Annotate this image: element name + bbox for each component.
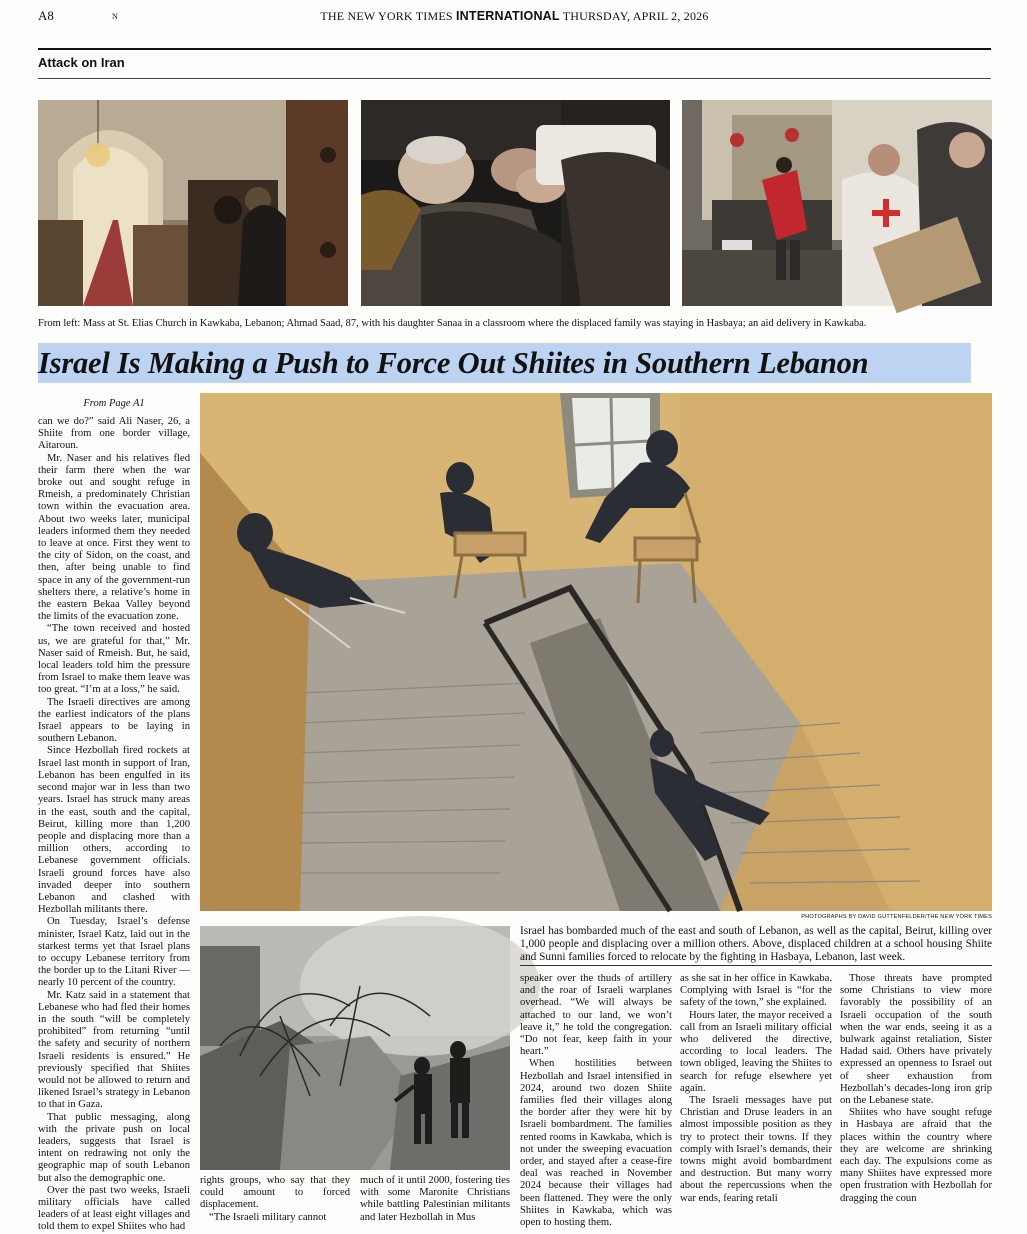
- article-column-2: [200, 1175, 350, 1223]
- paragraph: can we do?” said Ali Naser, 26, a Shiite from one border village, Aitaroun.: [38, 416, 190, 452]
- hospital-photo: [361, 100, 670, 306]
- church-photo: [38, 100, 348, 306]
- top-rule: [38, 48, 991, 50]
- edition-mark: N: [112, 12, 118, 21]
- from-page-label: From Page A1: [83, 398, 145, 409]
- paragraph: On Tuesday, Israel’s defense minister, Israel Katz, laid out in the starkest terms yet that Israel plans to occupy Lebanese territory from the border up to the Litani River — nearly 10 percent of the country.: [38, 916, 190, 989]
- aid-delivery-photo-art: [682, 100, 992, 306]
- paragraph: The Israeli messages have put Christian and Druse leaders in an almost impossible position as they try to protect their towns. If they comply with Israel’s demands, their towns might avoid bombardment and destruction. But many worry about the repercussions when the war ends, fearing retali: [680, 1095, 832, 1204]
- hospital-photo-art: [361, 100, 670, 306]
- paragraph: Since Hezbollah fired rockets at Israel last month in support of Iran, Lebanon has been engulfed in its second major war in less than two years. Israel has struck many areas in the east, south and the capital, Beirut, killing more than 1,200 people and displacing more than a million others, according to Lebanese government officials. Israeli ground forces have also invaded deeper into southern Lebanon and clashed with Hezbollah militants there.: [38, 745, 190, 916]
- paragraph: Mr. Katz said in a statement that Lebanese who had fled their homes in the south “will be completely prohibited” from returning “until the safety and security of northern Israeli residents is ensured.” He previously specified that Shiites would not be allowed to return and likened Israel’s strategy in Lebanon to that in Gaza.: [38, 989, 190, 1111]
- masthead: [38, 8, 991, 28]
- folio-line: [38, 9, 991, 24]
- rubble-photo-art: [200, 926, 510, 1170]
- article-column-3: [360, 1175, 510, 1223]
- paragraph: That public messaging, along with the private push on local leaders, suggests that Israel is intent on redrawing not only the geographic map of south Lebanon but also the demographic one.: [38, 1111, 190, 1184]
- paragraph: Hours later, the mayor received a call from an Israeli military official who delivered the directive, according to local leaders. The town obliged, leaving the Shiites to search for refuge elsewhere yet again.: [680, 1009, 832, 1094]
- newspaper-name: THE NEW YORK TIMES: [320, 9, 453, 23]
- page-number: A8: [38, 8, 54, 23]
- paragraph: When hostilities between Hezbollah and Israel intensified in 2024, around two dozen Shiite families fled their villages along the border after they were hit by Israeli bombardment. The families rented rooms in Kawkaba, which is not under the sweeping evacuation order, and stayed after a cease-fire deal was reached in November 2024 because their villages had been flattened. They were the only Shiites in Kawkaba, which was open to hosting them.: [520, 1058, 672, 1229]
- article-column-6: [840, 973, 992, 1204]
- paragraph: Mr. Naser and his relatives fled their farm there when the war broke out and sought refuge in Rmeish, a predominately Christian town within the evacuation area. About two weeks later, municipal leaders informed them they needed to leave at once. First they went to the city of Sidon, on the coast, and then, after being unable to find space in any of the government-run shelters there, a relative’s home in the eastern Bekaa Valley beyond the limits of the evacuation zone.: [38, 452, 190, 623]
- stairwell-photo: [200, 393, 992, 911]
- paragraph: “The town received and hosted us, we are grateful for that,” Mr. Naser said of Rmeish. But, he said, local leaders told him the pressure from Israel to make them leave was too great. “I’m at a loss,” he said.: [38, 623, 190, 696]
- paragraph: speaker over the thuds of artillery and the roar of Israeli warplanes overhead. “We will always be attached to our land, we won’t leave it,” he told the congregation. “Do not fear, keep faith in your heart.”: [520, 973, 672, 1058]
- paragraph: as she sat in her office in Kawkaba. Complying with Israel is “for the safety of the town,” she explained.: [680, 973, 832, 1009]
- issue-date: THURSDAY, APRIL 2, 2026: [562, 9, 709, 23]
- section-rule: [38, 78, 991, 79]
- paragraph: rights groups, who say that they could amount to forced displacement.: [200, 1175, 350, 1211]
- paragraph: “The Israeli military cannot: [209, 1211, 327, 1223]
- church-photo-art: [38, 100, 348, 306]
- headline: Israel Is Making a Push to Force Out Shiites in Southern Lebanon: [38, 343, 971, 383]
- paragraph: much of it until 2000, fostering ties with some Maronite Christians while battling Palestinian militants and later Hezbollah in Mus: [360, 1175, 510, 1223]
- photo-credit: PHOTOGRAPHS BY DAVID GUTTENFELDER/THE NEW YORK TIMES: [801, 914, 992, 920]
- article-column-5: [680, 973, 832, 1204]
- paragraph: Those threats have prompted some Christians to view more favorably the possibility of an Israeli occupation of the south when the war ends, seeing it as a bulwark against retaliation, Sister Hadad said. Others have privately expressed an openness to Israel out of sheer exhaustion from Hezbollah’s decades-long iron grip on the Lebanese state.: [840, 973, 992, 1107]
- caption-rule: [520, 965, 992, 966]
- paragraph: Shiites who have sought refuge in Hasbaya are afraid that the places within the country where they are welcome are shrinking each day. The expulsions come as many Shiites have expressed more open frustration with Hezbollah for dragging the coun: [840, 1107, 992, 1204]
- section-label: Attack on Iran: [38, 55, 125, 70]
- section-word: INTERNATIONAL: [455, 9, 560, 23]
- rubble-photo: [200, 926, 510, 1170]
- main-photo-caption: Israel has bombarded much of the east and south of Lebanon, as well as the capital, Beirut, killing over 1,000 people and displacing over a million others. Above, displaced children at a school housing Shiite and Sunni families forced to relocate by the fighting in Hasbaya, Lebanon, last week.: [520, 925, 992, 964]
- paragraph: The Israeli directives are among the earliest indicators of the plans Israel appears to be laying in southern Lebanon.: [38, 696, 190, 745]
- paragraph: Over the past two weeks, Israeli military officials have called leaders of at least eight villages and told them to expel Shiites who had: [38, 1184, 190, 1233]
- article-column-1: [38, 416, 190, 1233]
- article-column-4: [520, 973, 672, 1229]
- top-photos-caption: From left: Mass at St. Elias Church in Kawkaba, Lebanon; Ahmad Saad, 87, with his daughter Sanaa in a classroom where the displaced family was staying in Hasbaya; an aid delivery in Kawkaba.: [38, 318, 867, 329]
- stairwell-photo-art: [200, 393, 992, 911]
- aid-delivery-photo: [682, 100, 992, 306]
